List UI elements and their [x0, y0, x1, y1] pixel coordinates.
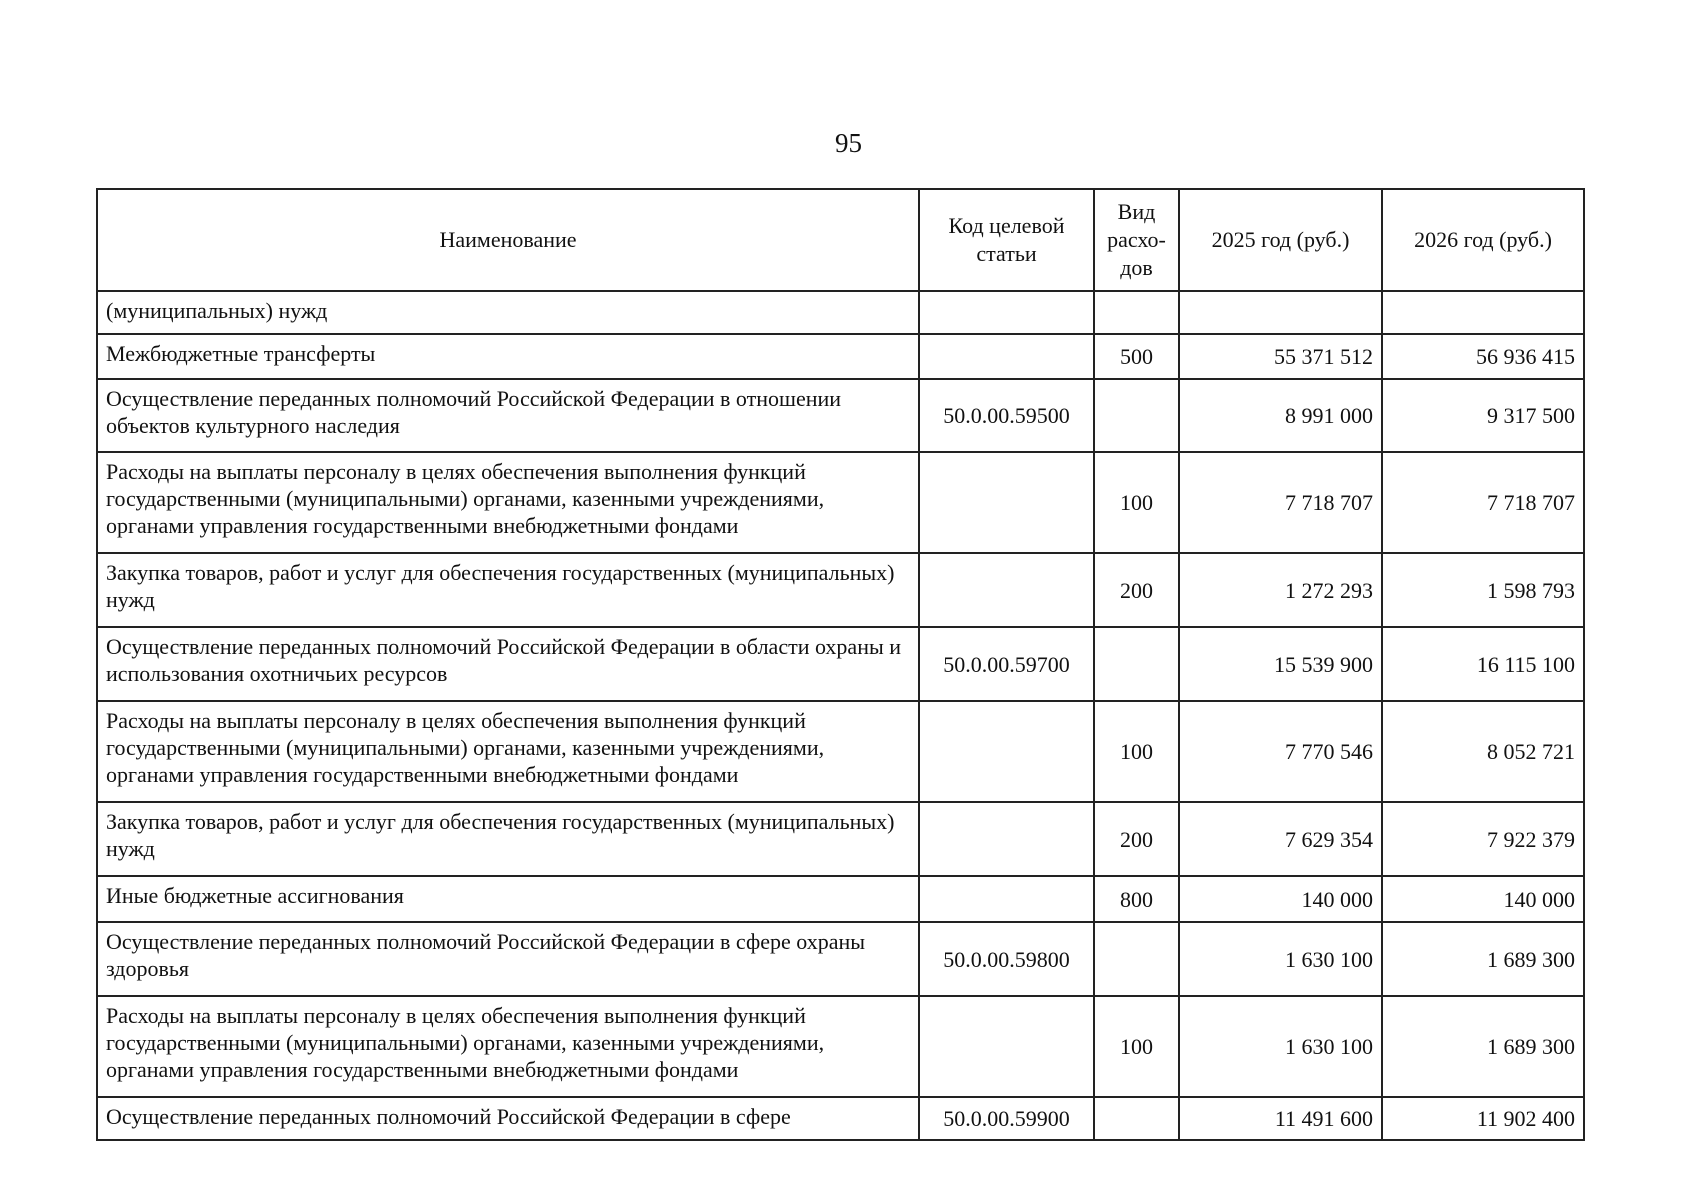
cell-2025: 8 991 000 — [1179, 379, 1382, 452]
cell-kind: 800 — [1094, 876, 1179, 922]
cell-code: 50.0.00.59700 — [919, 627, 1094, 701]
cell-kind: 100 — [1094, 452, 1179, 553]
cell-code — [919, 553, 1094, 627]
cell-2025: 11 491 600 — [1179, 1097, 1382, 1140]
cell-code — [919, 996, 1094, 1097]
cell-code — [919, 452, 1094, 553]
cell-2026: 11 902 400 — [1382, 1097, 1584, 1140]
table-row — [97, 553, 1584, 627]
header-name: Наименование — [97, 189, 919, 291]
cell-name: Иные бюджетные ассигнования — [97, 876, 919, 922]
cell-2026: 1 598 793 — [1382, 553, 1584, 627]
table-row — [97, 334, 1584, 379]
cell-2025: 7 629 354 — [1179, 802, 1382, 876]
budget-table — [96, 188, 1585, 1141]
cell-2025: 140 000 — [1179, 876, 1382, 922]
cell-kind: 200 — [1094, 802, 1179, 876]
cell-2025: 7 770 546 — [1179, 701, 1382, 802]
cell-2026: 8 052 721 — [1382, 701, 1584, 802]
header-2026: 2026 год (руб.) — [1382, 189, 1584, 291]
cell-2025: 1 630 100 — [1179, 996, 1382, 1097]
cell-kind: 200 — [1094, 553, 1179, 627]
cell-kind — [1094, 922, 1179, 996]
table-row — [97, 876, 1584, 922]
header-code: Код целевой статьи — [919, 189, 1094, 291]
cell-2026: 7 922 379 — [1382, 802, 1584, 876]
cell-2025: 1 272 293 — [1179, 553, 1382, 627]
cell-name: Осуществление переданных полномочий Российской Федерации в области охраны и использования охотничьих ресурсов — [97, 627, 919, 701]
cell-code — [919, 802, 1094, 876]
cell-2025: 7 718 707 — [1179, 452, 1382, 553]
cell-2026: 56 936 415 — [1382, 334, 1584, 379]
table-row — [97, 922, 1584, 996]
cell-2026: 9 317 500 — [1382, 379, 1584, 452]
cell-kind — [1094, 379, 1179, 452]
cell-2025: 15 539 900 — [1179, 627, 1382, 701]
cell-name: Расходы на выплаты персоналу в целях обеспечения выполнения функций государственными (муниципальными) органами, казенными учреждениями, органами управления государственными внебюджетными фондами — [97, 996, 919, 1097]
cell-kind: 100 — [1094, 701, 1179, 802]
cell-name: Расходы на выплаты персоналу в целях обеспечения выполнения функций государственными (муниципальными) органами, казенными учреждениями, органами управления государственными внебюджетными фондами — [97, 452, 919, 553]
cell-name: Закупка товаров, работ и услуг для обеспечения государственных (муниципальных) нужд — [97, 802, 919, 876]
cell-2026: 1 689 300 — [1382, 996, 1584, 1097]
cell-name: (муниципальных) нужд — [97, 291, 919, 334]
cell-name: Осуществление переданных полномочий Российской Федерации в сфере охраны здоровья — [97, 922, 919, 996]
table-row — [97, 452, 1584, 553]
cell-2026: 140 000 — [1382, 876, 1584, 922]
table-row — [97, 1097, 1584, 1140]
cell-code — [919, 876, 1094, 922]
cell-kind — [1094, 1097, 1179, 1140]
cell-2026: 7 718 707 — [1382, 452, 1584, 553]
cell-code: 50.0.00.59500 — [919, 379, 1094, 452]
table-row — [97, 701, 1584, 802]
cell-kind: 100 — [1094, 996, 1179, 1097]
cell-code: 50.0.00.59900 — [919, 1097, 1094, 1140]
table-row — [97, 802, 1584, 876]
cell-2026: 1 689 300 — [1382, 922, 1584, 996]
cell-name: Осуществление переданных полномочий Российской Федерации в отношении объектов культурного наследия — [97, 379, 919, 452]
page-number: 95 — [835, 128, 862, 158]
cell-code — [919, 701, 1094, 802]
table-row — [97, 627, 1584, 701]
table-row — [97, 291, 1584, 334]
cell-name: Осуществление переданных полномочий Российской Федерации в сфере — [97, 1097, 919, 1140]
cell-name: Расходы на выплаты персоналу в целях обеспечения выполнения функций государственными (муниципальными) органами, казенными учреждениями, органами управления государственными внебюджетными фондами — [97, 701, 919, 802]
cell-name: Закупка товаров, работ и услуг для обеспечения государственных (муниципальных) нужд — [97, 553, 919, 627]
header-expense-kind: Вид расхо-дов — [1094, 189, 1179, 291]
cell-2025 — [1179, 291, 1382, 334]
cell-2025: 1 630 100 — [1179, 922, 1382, 996]
table-row — [97, 379, 1584, 452]
cell-code — [919, 291, 1094, 334]
cell-code — [919, 334, 1094, 379]
cell-kind — [1094, 291, 1179, 334]
cell-2026: 16 115 100 — [1382, 627, 1584, 701]
cell-2026 — [1382, 291, 1584, 334]
cell-code: 50.0.00.59800 — [919, 922, 1094, 996]
table-header-row — [97, 189, 1584, 291]
cell-kind — [1094, 627, 1179, 701]
cell-2025: 55 371 512 — [1179, 334, 1382, 379]
header-2025: 2025 год (руб.) — [1179, 189, 1382, 291]
cell-name: Межбюджетные трансферты — [97, 334, 919, 379]
cell-kind: 500 — [1094, 334, 1179, 379]
table-row — [97, 996, 1584, 1097]
